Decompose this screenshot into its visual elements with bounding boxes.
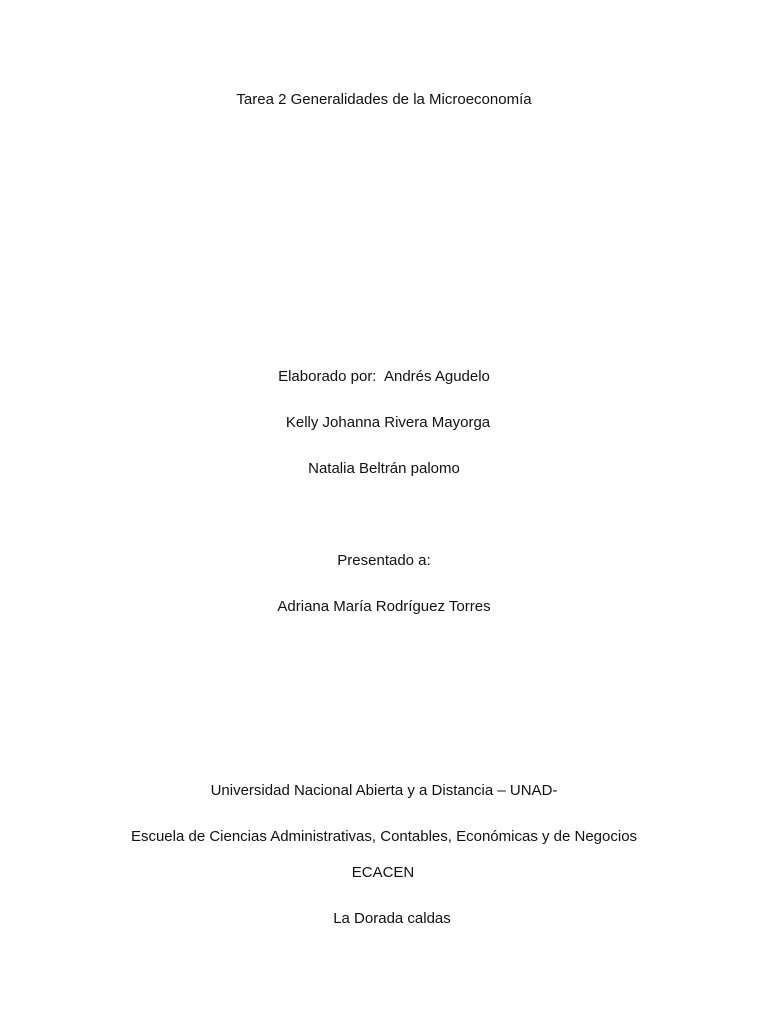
presented-to-name: Adriana María Rodríguez Torres [277, 598, 491, 615]
author-name: Kelly Johanna Rivera Mayorga [285, 414, 491, 431]
school-acronym: ECACEN [351, 864, 415, 881]
authors-line: Elaborado por: Andrés Agudelo [278, 368, 490, 385]
presented-to-label: Presentado a: [337, 552, 431, 569]
university-name: Universidad Nacional Abierta y a Distancia – UNAD- [210, 782, 558, 799]
document-title: Tarea 2 Generalidades de la Microeconomía [236, 91, 532, 108]
author-name: Natalia Beltrán palomo [308, 460, 460, 477]
location: La Dorada caldas [333, 910, 451, 927]
school-name: Escuela de Ciencias Administrativas, Contables, Económicas y de Negocios [130, 828, 638, 845]
